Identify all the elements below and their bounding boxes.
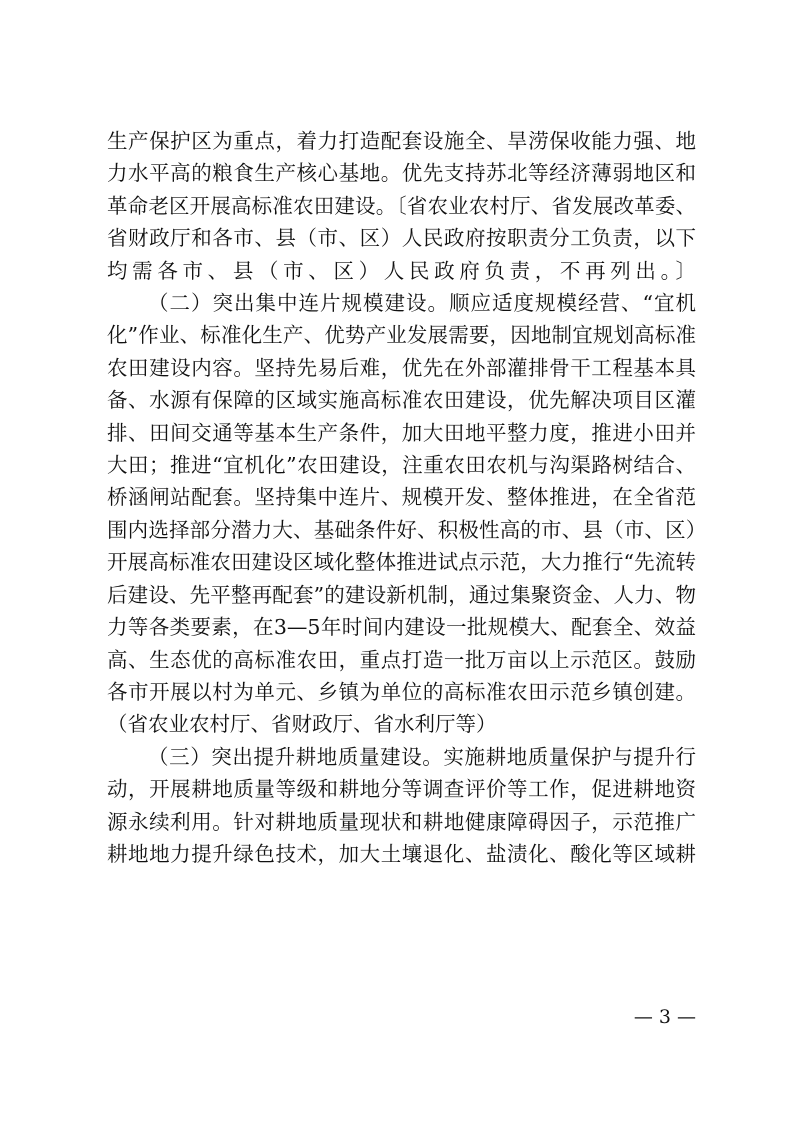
page-number: — 3 — — [633, 1006, 696, 1028]
paragraph-continuation: 生产保护区为重点，着力打造配套设施全、旱涝保收能力强、地力水平高的粮食生产核心基地。优先支持苏北等经济薄弱地区和革命老区开展高标准农田建设。〔省农业农村厅、省发展改革委、省财政厅和各市、县（市、区）人民政府按职责分工负责，以下均需各市、县（市、区）人民政府负责，不再列出。〕 — [107, 129, 696, 283]
document-body — [107, 125, 696, 870]
paragraph-section-two: （二）突出集中连片规模建设。顺应适度规模经营、“宜机化”作业、标准化生产、优势产业发展需要，因地制宜规划高标准农田建设内容。坚持先易后难，优先在外部灌排骨干工程基本具备、水源有保障的区域实施高标准农田建设，优先解决项目区灌排、田间交通等基本生产条件，加大田地平整力度，推进小田并大田；推进“宜机化”农田建设，注重农田农机与沟渠路树结合、桥涵闸站配套。坚持集中连片、规模开发、整体推进，在全省范围内选择部分潜力大、基础条件好、积极性高的市、县（市、区）开展高标准农田建设区域化整体推进试点示范，大力推行“先流转后建设、先平整再配套”的建设新机制，通过集聚资金、人力、物力等各类要素，在3—5年时间内建设一批规模大、配套全、效益高、生态优的高标准农田，重点打造一批万亩以上示范区。鼓励各市开展以村为单元、乡镇为单位的高标准农田示范乡镇创建。（省农业农村厅、省财政厅、省水利厅等） — [107, 291, 696, 737]
paragraph-section-three: （三）突出提升耕地质量建设。实施耕地质量保护与提升行动，开展耕地质量等级和耕地分等调查评价等工作，促进耕地资源永续利用。针对耕地质量现状和耕地健康障碍因子，示范推广耕地地力提升绿色技术，加大土壤退化、盐渍化、酸化等区域耕 — [107, 744, 696, 866]
